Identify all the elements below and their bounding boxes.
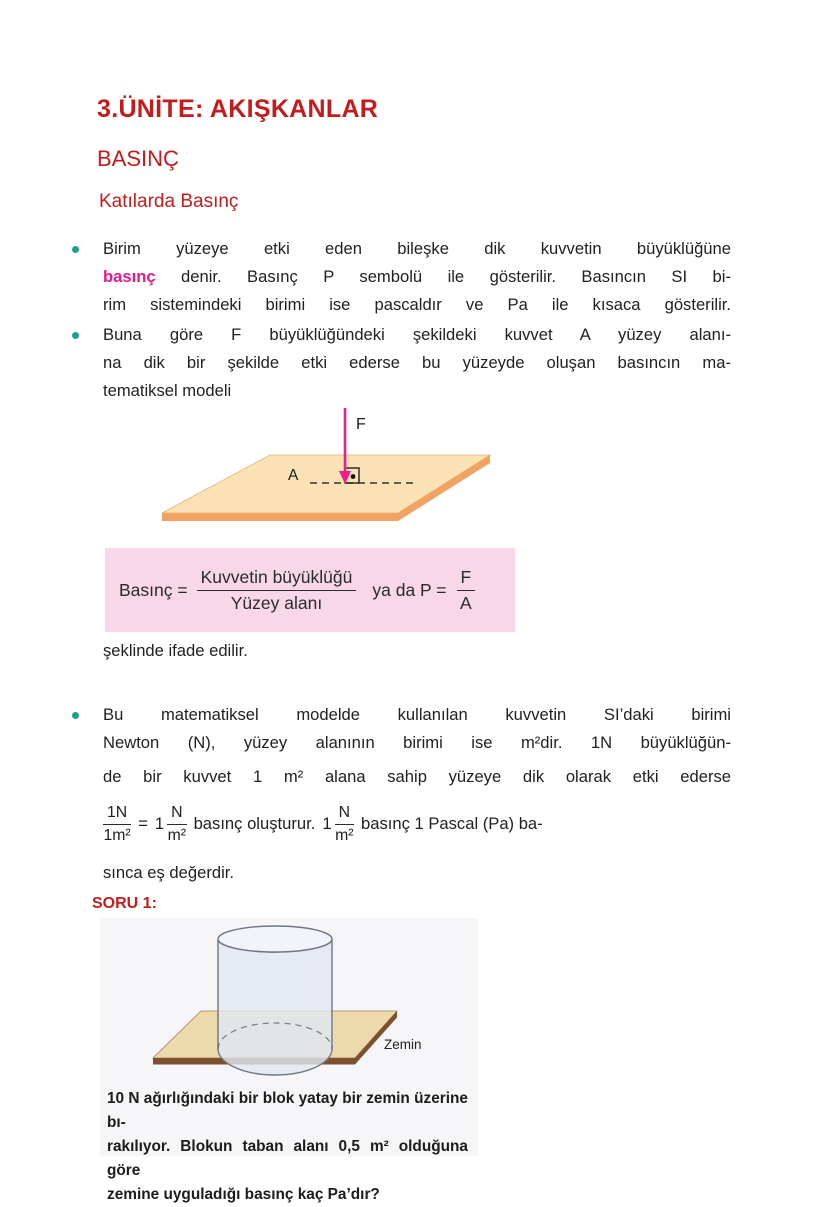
bullet-icon [72, 332, 79, 339]
fraction-denominator: m² [167, 826, 187, 844]
fraction-numerator: 1N [103, 804, 131, 825]
text-line: Birim yüzeye etki eden bileşke dik kuvvetin büyüklüğüne [103, 239, 731, 258]
formula-connector: ya da P = [372, 579, 447, 600]
text-line: de bir kuvvet 1 m² alana sahip yüzeye dik olarak etki ederse [103, 767, 731, 786]
fraction-numerator: Kuvvetin büyüklüğü [197, 567, 357, 591]
fraction-denominator: Yüzey alanı [230, 592, 323, 613]
fraction-denominator: 1m² [103, 826, 131, 844]
text-segment: basınç 1 Pascal (Pa) ba- [360, 814, 543, 833]
text-line [103, 263, 731, 291]
paragraph-math-model-intro [103, 321, 731, 405]
text-line: na dik bir şekilde etki ederse bu yüzeyde oluşan basıncın ma- [103, 353, 731, 372]
text-segment: basınç oluşturur. [193, 814, 316, 833]
text-line: tematiksel modeli [103, 381, 232, 400]
text-line: rakılıyor. Blokun taban alanı 0,5 m² olduğuna göre [107, 1138, 468, 1179]
cylinder-body [218, 939, 332, 1075]
unit-fraction [103, 804, 131, 844]
formula-fraction [197, 567, 357, 614]
area-label: A [288, 467, 299, 484]
unit-title: 3.ÜNİTE: AKIŞKANLAR [97, 95, 379, 123]
unit-fraction [167, 804, 186, 844]
force-label: F [356, 416, 366, 433]
text-segment: denir. Basınç P sembolü ile gösterilir. Basıncın SI bi- [155, 267, 731, 286]
bullet-icon [72, 712, 79, 719]
formula-fraction-short [457, 567, 476, 614]
fraction-numerator: N [335, 804, 354, 825]
bullet-icon [72, 246, 79, 253]
unit-term [322, 804, 354, 844]
pressure-unit-equation [103, 797, 731, 851]
cylinder-top [218, 926, 332, 952]
bullet-item-si-units [72, 701, 731, 887]
text-line: Buna göre F büyüklüğündeki şekildeki kuvvet A yüzey alanı- [103, 325, 731, 344]
paragraph-si-units [103, 701, 731, 887]
topic-title: BASINÇ [97, 146, 179, 171]
question-panel [100, 918, 478, 1203]
equals-sign: = [138, 814, 148, 833]
cylinder-on-ground-diagram [100, 918, 478, 1082]
ground-label: Zemin [384, 1037, 422, 1052]
fraction-numerator: N [167, 804, 186, 825]
section-title: Katılarda Basınç [99, 191, 239, 212]
formula-lhs: Basınç = [119, 579, 188, 600]
unit-fraction [335, 804, 354, 844]
contact-point-dot [351, 474, 356, 479]
text-line: Bu matematiksel modelde kullanılan kuvvetin SI’daki birimi [103, 705, 731, 724]
coefficient: 1 [322, 814, 332, 833]
coefficient: 1 [154, 814, 165, 833]
highlight-basinc: basınç [103, 267, 156, 286]
fraction-denominator: A [460, 592, 472, 613]
question-text [107, 1087, 468, 1207]
text-line: sınca eş değerdir. [103, 863, 234, 882]
bullet-item-math-model-intro [72, 321, 731, 405]
text-line: rim sistemindeki birimi ise pascaldır ve Pa ile kısaca gösterilir. [103, 295, 731, 314]
text-line: Newton (N), yüzey alanının birimi ise m²dir. 1N büyüklüğün- [103, 733, 731, 752]
paragraph-pressure-definition [103, 235, 731, 319]
pressure-formula-box [105, 548, 515, 632]
unit-term [155, 804, 187, 844]
fraction-denominator: m² [335, 826, 354, 844]
after-formula-text: şeklinde ifade edilir. [103, 641, 248, 660]
text-line: 10 N ağırlığındaki bir blok yatay bir zemin üzerine bı- [107, 1090, 468, 1131]
surface-top [162, 455, 490, 513]
question-label: SORU 1: [92, 895, 157, 912]
bullet-item-pressure-definition [72, 235, 731, 319]
surface-front-edge [162, 513, 398, 521]
force-on-surface-diagram [150, 403, 510, 535]
text-line: zemine uyguladığı basınç kaç Pa’dır? [107, 1186, 380, 1203]
fraction-numerator: F [457, 567, 476, 591]
